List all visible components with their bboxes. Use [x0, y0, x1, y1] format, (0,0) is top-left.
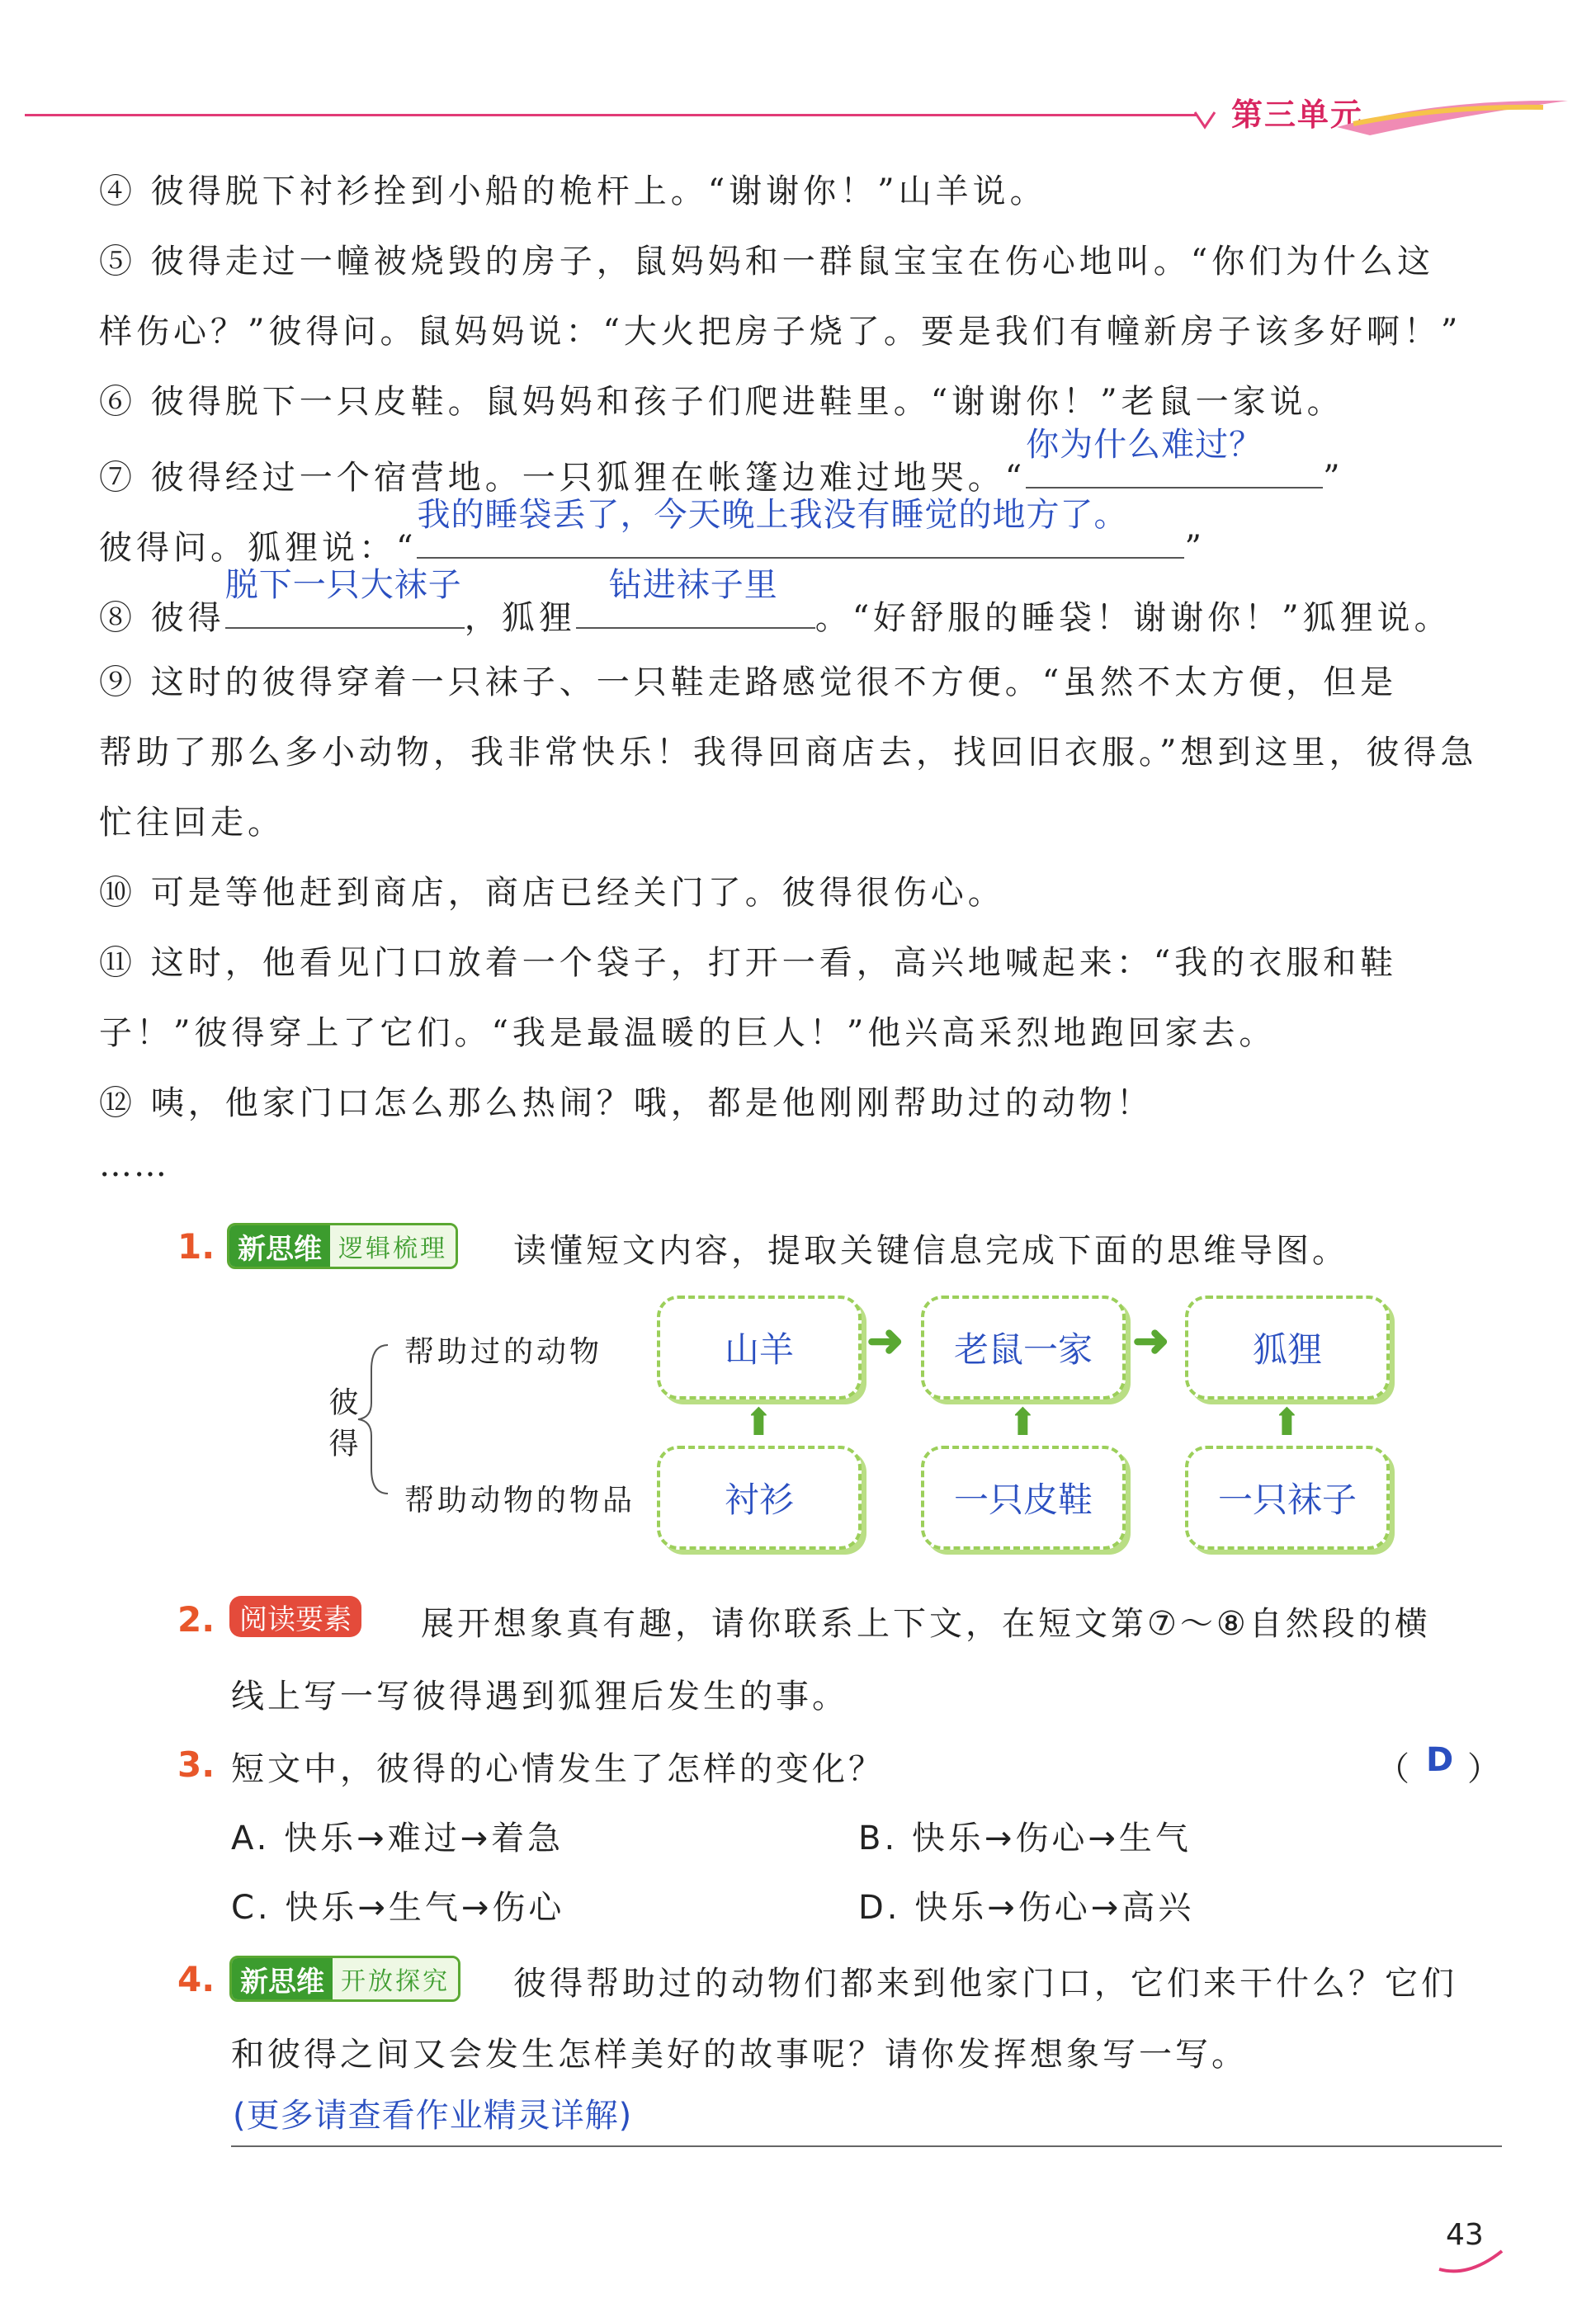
mindmap-item-1 [657, 1446, 862, 1550]
arrow-up-icon: ⬆ [1271, 1399, 1303, 1444]
q1-text: 读懂短文内容，提取关键信息完成下面的思维导图。 [513, 1232, 1348, 1270]
p7-text-d: ” [1184, 529, 1206, 567]
arrow-right-icon: ➜ [866, 1314, 904, 1366]
q2-tag [229, 1596, 361, 1637]
mindmap-item-2-text: 一只皮鞋 [953, 1480, 1093, 1520]
q3-answer[interactable]: D [1426, 1741, 1457, 1779]
q3-option-c: C. 快乐→生气→伤心 [231, 1889, 565, 1927]
mindmap-animal-3 [1185, 1296, 1390, 1399]
answer-rule [231, 2145, 1502, 2147]
paragraph-8 [99, 566, 1502, 654]
arrow-right-icon: ➜ [1132, 1314, 1170, 1366]
unit-title: 第三单元 [1231, 97, 1364, 133]
q1-tag [227, 1223, 458, 1269]
q3-text: 短文中，彼得的心情发生了怎样的变化？ [231, 1750, 885, 1788]
page-corner-decoration-icon [1436, 2244, 1510, 2277]
paragraph-9-line-1: ⑨ 这时的彼得穿着一只袜子、一只鞋走路感觉很不方便。“虽然不太方便，但是 [99, 663, 1398, 701]
page-number: 43 [1446, 2218, 1484, 2252]
p7-text-a: ⑦ 彼得经过一个宿营地。一只狐狸在帐篷边难过地哭。“ [99, 459, 1027, 497]
ellipsis: …… [99, 1146, 168, 1184]
q3-bracket-open: （ [1376, 1750, 1413, 1788]
paragraph-9-line-3: 忙往回走。 [99, 804, 285, 842]
q4-tag-left: 新思维 [232, 1958, 333, 1999]
q1-tag-right: 逻辑梳理 [330, 1225, 456, 1267]
p8-text-b: ，狐狸 [464, 599, 576, 637]
mindmap-row1-label: 帮助过的动物 [404, 1335, 603, 1369]
p7-text-c: 彼得问。狐狸说：“ [99, 529, 418, 567]
handwritten-answer-3: 脱下一只大袜子 [224, 566, 462, 604]
q1-number: 1. [177, 1226, 215, 1267]
q3-option-b: B. 快乐→伤心→生气 [858, 1819, 1192, 1857]
mindmap-item-3 [1185, 1446, 1390, 1550]
brace-icon [355, 1337, 396, 1502]
mindmap-animal-3-text: 狐狸 [1252, 1329, 1322, 1370]
q3-option-d: D. 快乐→伤心→高兴 [858, 1889, 1195, 1927]
more-details-link[interactable]: (更多请查看作业精灵详解) [233, 2097, 633, 2135]
answer-blank-2[interactable] [417, 496, 1184, 559]
mindmap-animal-2-text: 老鼠一家 [953, 1329, 1093, 1370]
p8-text-c: 。“好舒服的睡袋！谢谢你！”狐狸说。 [815, 599, 1452, 637]
q2-line-1: 展开想象真有趣，请你联系上下文，在短文第⑦～⑧自然段的横 [421, 1605, 1431, 1643]
mindmap-item-2 [921, 1446, 1126, 1550]
mindmap-animal-2 [921, 1296, 1126, 1399]
q2-line-2: 线上写一写彼得遇到狐狸后发生的事。 [231, 1678, 848, 1716]
arrow-up-icon: ⬆ [743, 1399, 775, 1444]
header-rule [25, 114, 1197, 116]
p7-text-b: ” [1323, 459, 1344, 497]
paragraph-10: ⑩ 可是等他赶到商店，商店已经关门了。彼得很伤心。 [99, 874, 1005, 912]
q3-bracket-close: ） [1467, 1750, 1504, 1788]
mindmap-animal-1 [657, 1296, 862, 1399]
paragraph-4: ④ 彼得脱下衬衫拴到小船的桅杆上。“谢谢你！”山羊说。 [99, 172, 1047, 210]
swoosh-decoration-icon [1337, 91, 1576, 140]
arrow-up-icon: ⬆ [1007, 1399, 1039, 1444]
handwritten-answer-2: 我的睡袋丢了，今天晚上我没有睡觉的地方了。 [417, 496, 1128, 534]
q4-line-2: 和彼得之间又会发生怎样美好的故事呢？请你发挥想象写一写。 [231, 2036, 1248, 2074]
q4-tag [229, 1956, 460, 2002]
answer-blank-4[interactable] [576, 566, 815, 629]
q4-number: 4. [177, 1959, 215, 1999]
q3-option-a: A. 快乐→难过→着急 [231, 1819, 564, 1857]
paragraph-5-line-1: ⑤ 彼得走过一幢被烧毁的房子，鼠妈妈和一群鼠宝宝在伤心地叫。“你们为什么这 [99, 243, 1435, 281]
p8-text-a: ⑧ 彼得 [99, 599, 225, 637]
heart-icon [1188, 106, 1221, 139]
q2-tag-label: 阅读要素 [229, 1596, 361, 1637]
handwritten-answer-4: 钻进袜子里 [608, 566, 778, 604]
handwritten-answer-1: 你为什么难过？ [1026, 426, 1263, 464]
q1-tag-left: 新思维 [229, 1225, 330, 1267]
paragraph-11-line-1: ⑪ 这时，他看见门口放着一个袋子，打开一看，高兴地喊起来：“我的衣服和鞋 [99, 944, 1398, 982]
paragraph-12: ⑫ 咦，他家门口怎么那么热闹？哦，都是他刚刚帮助过的动物！ [99, 1084, 1154, 1122]
answer-blank-3[interactable] [224, 566, 465, 629]
q4-tag-right: 开放探究 [333, 1958, 458, 1999]
q2-number: 2. [177, 1599, 215, 1640]
paragraph-11-line-2: 子！”彼得穿上了它们。“我是最温暖的巨人！”他兴高采烈地跑回家去。 [99, 1014, 1277, 1052]
mindmap-item-3-text: 一只袜子 [1217, 1480, 1357, 1520]
mindmap-row2-label: 帮助动物的物品 [404, 1484, 636, 1517]
paragraph-5-line-2: 样伤心？”彼得问。鼠妈妈说：“大火把房子烧了。要是我们有幢新房子该多好啊！” [99, 313, 1462, 351]
mindmap-root: 彼得 [324, 1386, 358, 1469]
mindmap-animal-1-text: 山羊 [724, 1329, 794, 1370]
q4-line-1: 彼得帮助过的动物们都来到他家门口，它们来干什么？它们 [513, 1965, 1457, 2003]
paragraph-6: ⑥ 彼得脱下一只皮鞋。鼠妈妈和孩子们爬进鞋里。“谢谢你！”老鼠一家说。 [99, 383, 1344, 421]
paragraph-9-line-2: 帮助了那么多小动物，我非常快乐！我得回商店去，找回旧衣服。”想到这里，彼得急 [99, 734, 1478, 772]
mindmap-item-1-text: 衬衫 [724, 1480, 794, 1520]
q3-number: 3. [177, 1744, 215, 1785]
